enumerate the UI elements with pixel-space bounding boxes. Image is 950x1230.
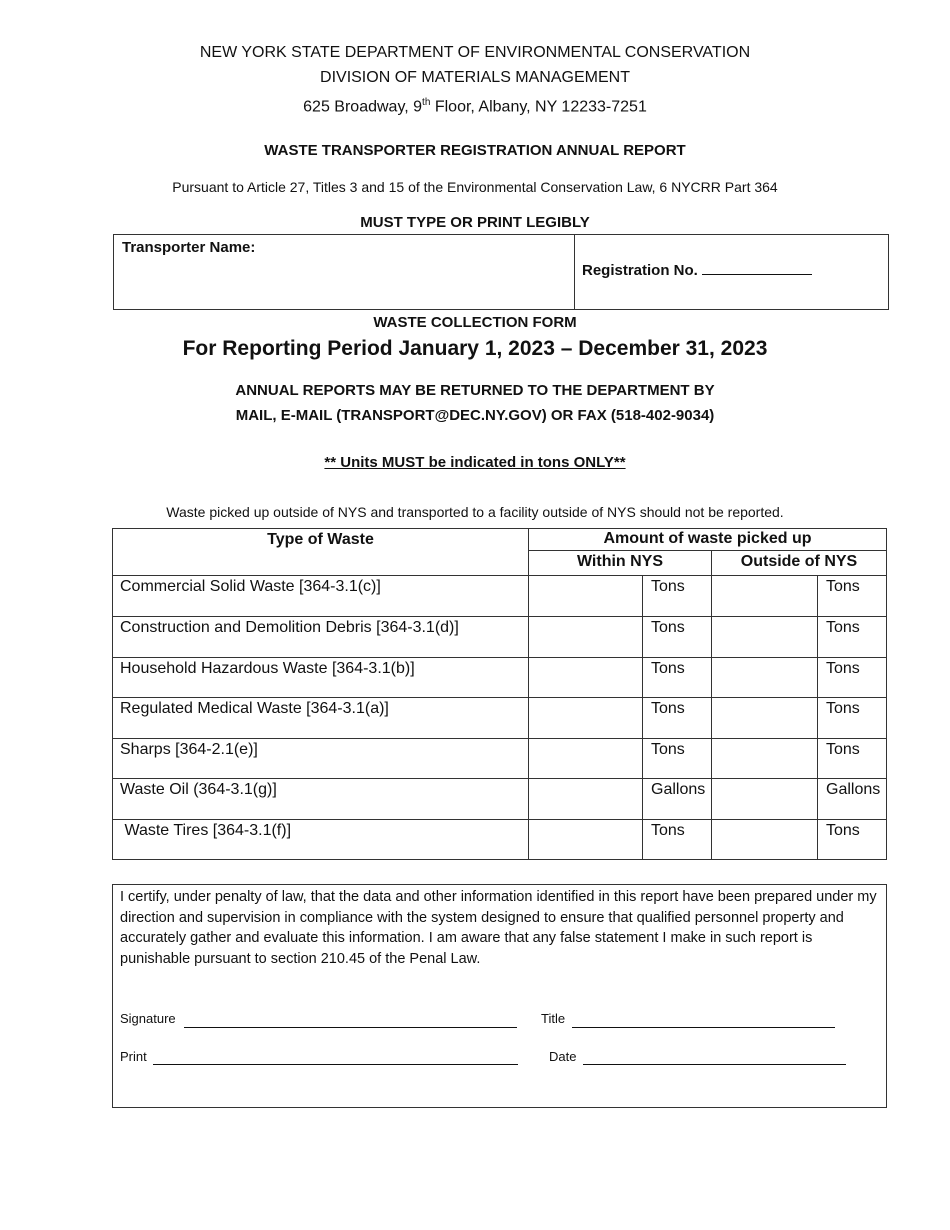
col-header-type: Type of Waste (112, 528, 529, 576)
col-header-outside: Outside of NYS (711, 550, 887, 576)
waste-type-cell: Waste Tires [364-3.1(f)] (112, 819, 529, 860)
report-title: WASTE TRANSPORTER REGISTRATION ANNUAL REPORT (264, 142, 686, 159)
agency-name: NEW YORK STATE DEPARTMENT OF ENVIRONMENTAL CONSERVATION (199, 44, 751, 61)
address-part: Floor, Albany, NY 12233-7251 (430, 98, 647, 116)
address-superscript: th (422, 97, 431, 108)
form-title: WASTE COLLECTION FORM (373, 314, 577, 331)
print-label: Print (120, 1049, 147, 1064)
waste-type-cell: Waste Oil (364-3.1(g)] (112, 778, 529, 820)
outside-amount-input[interactable] (711, 657, 818, 698)
outside-amount-input[interactable] (711, 697, 818, 739)
waste-type-cell: Construction and Demolition Debris [364-3.1(d)] (112, 616, 529, 658)
outside-amount-input[interactable] (711, 616, 818, 658)
transporter-name-field[interactable] (122, 258, 562, 304)
signature-line[interactable] (184, 1027, 517, 1028)
print-line[interactable] (153, 1064, 518, 1065)
return-line-2: MAIL, E-MAIL (TRANSPORT@DEC.NY.GOV) OR FAX (518-402-9034) (235, 407, 715, 424)
within-amount-input[interactable] (528, 657, 643, 698)
units-notice-text: ** Units MUST be indicated in tons ONLY** (324, 454, 626, 471)
title-line[interactable] (572, 1027, 835, 1028)
within-unit-cell: Gallons (642, 778, 712, 820)
outside-unit-cell: Gallons (817, 778, 887, 820)
registration-field[interactable] (702, 260, 812, 275)
within-unit-cell: Tons (642, 697, 712, 739)
within-amount-input[interactable] (528, 697, 643, 739)
within-unit-cell: Tons (642, 819, 712, 860)
outside-unit-cell: Tons (817, 657, 887, 698)
within-amount-input[interactable] (528, 819, 643, 860)
return-instructions (0, 378, 950, 428)
agency-address (0, 90, 950, 115)
date-label: Date (549, 1049, 577, 1064)
within-unit-cell: Tons (642, 657, 712, 698)
division-name: DIVISION OF MATERIALS MANAGEMENT (320, 69, 630, 86)
registration-label: Registration No. (582, 262, 698, 279)
registration-row (582, 260, 812, 279)
address-part: 625 Broadway, 9 (303, 98, 423, 116)
within-unit-cell: Tons (642, 738, 712, 779)
outside-amount-input[interactable] (711, 575, 818, 617)
units-notice (0, 454, 950, 471)
waste-type-cell: Sharps [364-2.1(e)] (112, 738, 529, 779)
agency-header (0, 40, 950, 115)
outside-unit-cell: Tons (817, 738, 887, 779)
pursuant-text: Pursuant to Article 27, Titles 3 and 15 of the Environmental Conservation Law, 6 NYCRR Part 364 (172, 179, 778, 195)
within-amount-input[interactable] (528, 738, 643, 779)
waste-type-cell: Household Hazardous Waste [364-3.1(b)] (112, 657, 529, 698)
date-line[interactable] (583, 1064, 846, 1065)
outside-unit-cell: Tons (817, 575, 887, 617)
waste-type-cell: Commercial Solid Waste [364-3.1(c)] (112, 575, 529, 617)
outside-nys-note: Waste picked up outside of NYS and transported to a facility outside of NYS should not be reported. (166, 504, 784, 520)
certification-text: I certify, under penalty of law, that the data and other information identified in this report have been prepared under my direction and supervision in compliance with the system designed to ensure that qualified personnel property and accurately gather and evaluate this information. I am aware that any false statement I make in such report is punishable pursuant to section 210.45 of the Penal Law. (120, 889, 877, 967)
transporter-name-label: Transporter Name: (122, 239, 256, 256)
within-unit-cell: Tons (642, 616, 712, 658)
outside-unit-cell: Tons (817, 616, 887, 658)
outside-unit-cell: Tons (817, 819, 887, 860)
must-type-notice: MUST TYPE OR PRINT LEGIBLY (360, 214, 590, 231)
col-header-amount: Amount of waste picked up (528, 528, 887, 551)
within-amount-input[interactable] (528, 616, 643, 658)
reporting-period: For Reporting Period January 1, 2023 – December 31, 2023 (182, 337, 768, 360)
outside-amount-input[interactable] (711, 778, 818, 820)
within-amount-input[interactable] (528, 575, 643, 617)
signature-label: Signature (120, 1011, 176, 1026)
title-label: Title (541, 1011, 566, 1026)
return-line-1: ANNUAL REPORTS MAY BE RETURNED TO THE DEPARTMENT BY (235, 382, 715, 399)
outside-unit-cell: Tons (817, 697, 887, 739)
outside-amount-input[interactable] (711, 738, 818, 779)
transporter-box-divider (574, 234, 575, 310)
outside-amount-input[interactable] (711, 819, 818, 860)
waste-type-cell: Regulated Medical Waste [364-3.1(a)] (112, 697, 529, 739)
col-header-within: Within NYS (528, 550, 712, 576)
within-unit-cell: Tons (642, 575, 712, 617)
within-amount-input[interactable] (528, 778, 643, 820)
